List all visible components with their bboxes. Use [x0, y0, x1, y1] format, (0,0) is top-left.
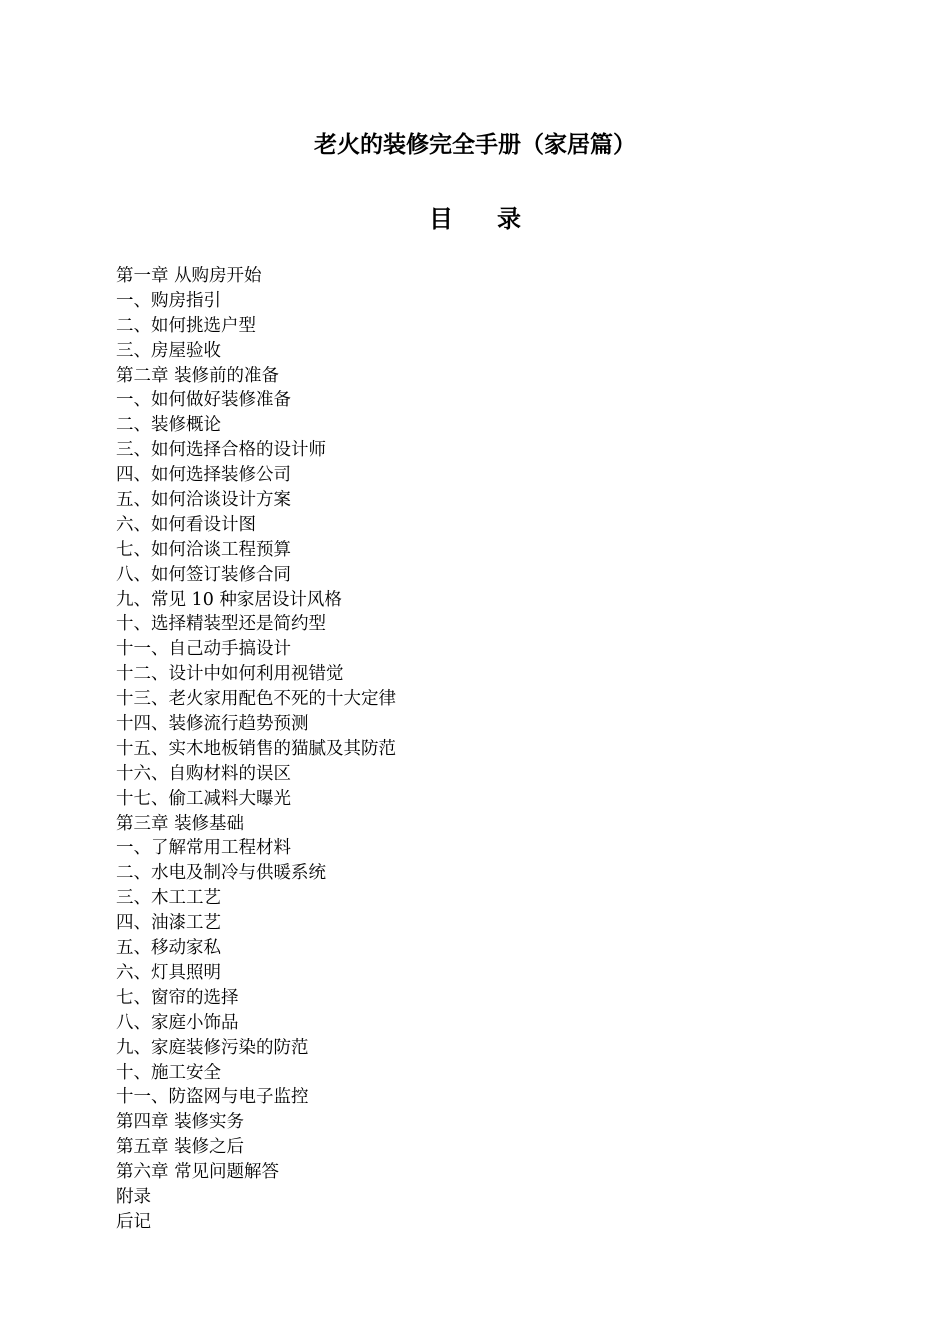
- toc-entry: 九、常见 10 种家居设计风格: [116, 589, 342, 610]
- toc-entry: 三、如何选择合格的设计师: [116, 440, 326, 461]
- toc-entry: 第六章 常见问题解答: [116, 1162, 280, 1183]
- toc-entry: 六、如何看设计图: [116, 514, 256, 535]
- toc-entry: 十、施工安全: [116, 1062, 221, 1083]
- toc-entry: 一、了解常用工程材料: [116, 838, 291, 859]
- table-of-contents: [116, 264, 396, 1235]
- toc-entry: 二、水电及制冷与供暖系统: [116, 863, 326, 884]
- toc-entry: 十一、防盗网与电子监控: [116, 1087, 309, 1108]
- toc-entry: 后记: [116, 1211, 151, 1232]
- toc-entry: 二、如何挑选户型: [116, 315, 256, 336]
- toc-heading-char-2: 录: [497, 204, 521, 233]
- document-title: 老火的装修完全手册（家居篇）: [314, 131, 636, 158]
- toc-entry: 一、如何做好装修准备: [116, 390, 291, 411]
- toc-entry: 八、如何签订装修合同: [116, 564, 291, 585]
- toc-entry: 第一章 从购房开始: [116, 266, 262, 286]
- toc-entry: 十一、自己动手搞设计: [116, 639, 291, 660]
- toc-entry: 十三、老火家用配色不死的十大定律: [116, 689, 396, 710]
- toc-heading: [0, 201, 950, 237]
- toc-entry: 七、如何洽谈工程预算: [116, 539, 291, 560]
- toc-entry: 十六、自购材料的误区: [116, 763, 291, 784]
- toc-entry: 五、移动家私: [116, 938, 221, 959]
- toc-entry: 八、家庭小饰品: [116, 1012, 239, 1033]
- toc-entry: 二、装修概论: [116, 415, 221, 436]
- toc-entry: 第二章 装修前的准备: [116, 365, 280, 386]
- toc-entry: 第四章 装修实务: [116, 1112, 245, 1133]
- toc-entry: 九、家庭装修污染的防范: [116, 1037, 309, 1058]
- toc-entry: 第五章 装修之后: [116, 1137, 245, 1158]
- toc-entry: 一、购房指引: [116, 290, 221, 311]
- toc-entry: 七、窗帘的选择: [116, 987, 239, 1008]
- toc-entry: 第三章 装修基础: [116, 813, 245, 834]
- toc-entry: 十七、偷工减料大曝光: [116, 788, 291, 809]
- toc-entry: 附录: [116, 1186, 151, 1207]
- toc-entry: 四、油漆工艺: [116, 913, 221, 934]
- toc-entry: 三、木工工艺: [116, 888, 221, 909]
- toc-entry: 三、房屋验收: [116, 340, 221, 361]
- toc-entry: 十二、设计中如何利用视错觉: [116, 664, 344, 685]
- toc-heading-char-1: 目: [429, 204, 453, 233]
- toc-entry: 六、灯具照明: [116, 962, 221, 983]
- toc-entry: 四、如何选择装修公司: [116, 465, 291, 486]
- toc-entry: 十四、装修流行趋势预测: [116, 714, 309, 735]
- toc-entry: 十五、实木地板销售的猫腻及其防范: [116, 738, 396, 759]
- toc-entry: 十、选择精装型还是简约型: [116, 614, 326, 635]
- toc-entry: 五、如何洽谈设计方案: [116, 490, 291, 511]
